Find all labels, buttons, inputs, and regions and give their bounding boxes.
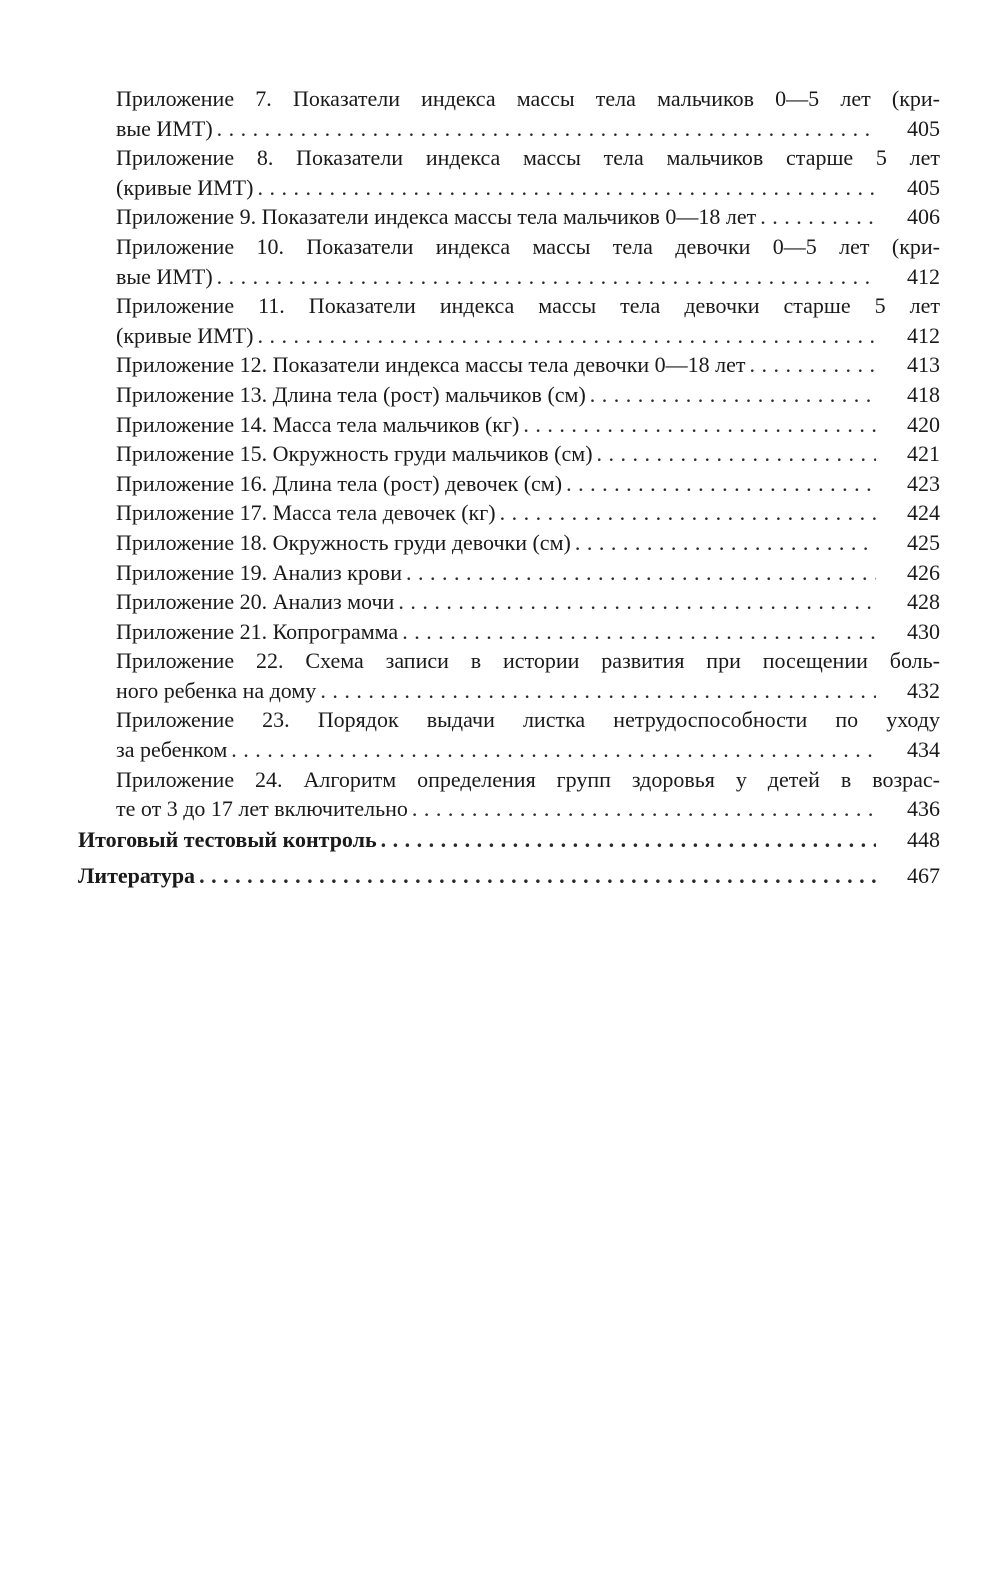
toc-entry-title: Приложение 20. Анализ мочи [116, 589, 395, 615]
dot-leader [412, 794, 876, 824]
dot-leader [575, 528, 876, 558]
page-number: 426 [907, 559, 940, 585]
dot-leader [398, 587, 876, 617]
dot-leader [402, 617, 876, 647]
toc-entry-appendix-20 [78, 587, 940, 617]
toc-entry-title: Приложение 19. Анализ крови [116, 559, 402, 585]
page-number: 467 [907, 863, 940, 889]
toc-entry-appendix-19 [78, 558, 940, 588]
toc-entry-literature [78, 861, 940, 891]
toc-entry-title: Приложение 13. Длина тела (рост) мальчиков (см) [116, 381, 586, 407]
dot-leader [597, 439, 876, 469]
toc-entry-title: Приложение 18. Окружность груди девочки (см) [116, 529, 571, 555]
page-number: 405 [907, 174, 940, 200]
toc-entry-appendix-13 [78, 380, 940, 410]
toc-entry-appendix-12 [78, 350, 940, 380]
toc-entry-title-line: Приложение 7. Показатели индекса массы тела мальчиков 0—5 лет (кри- [116, 86, 940, 111]
toc-entry-title-line: Приложение 8. Показатели индекса массы тела мальчиков старше 5 лет [116, 145, 940, 171]
toc-entry-appendix-22 [78, 646, 940, 705]
toc-entry-appendix-15 [78, 439, 940, 469]
toc-entry-title-line: Приложение 10. Показатели индекса массы тела девочки 0—5 лет (кри- [116, 233, 940, 259]
page-number: 432 [907, 677, 940, 703]
dot-leader [320, 676, 876, 706]
dot-leader [217, 262, 876, 292]
dot-leader [381, 825, 876, 855]
toc-entry-appendix-14 [78, 410, 940, 440]
toc-entry-title-line: Приложение 23. Порядок выдачи листка нетрудоспособности по уходу [116, 707, 940, 733]
table-of-contents [78, 84, 940, 891]
page-number: 420 [907, 411, 940, 437]
toc-entry-title: Приложение 12. Показатели индекса массы тела девочки 0—18 лет [116, 352, 746, 378]
page-number: 430 [907, 618, 940, 644]
toc-entry-title: Приложение 15. Окружность груди мальчиков (см) [116, 441, 593, 467]
page-number: 434 [907, 737, 940, 763]
page-number: 424 [907, 500, 940, 526]
dot-leader [257, 321, 876, 351]
toc-entry-appendix-16 [78, 469, 940, 499]
dot-leader [750, 350, 876, 380]
page-number: 413 [907, 352, 940, 378]
dot-leader [760, 202, 876, 232]
toc-entry-title-line: Приложение 22. Схема записи в истории развития при посещении боль- [116, 648, 940, 674]
toc-entry-appendix-7 [78, 84, 940, 143]
page-number: 436 [907, 796, 940, 822]
toc-entry-title: вые ИМТ) [116, 115, 213, 141]
toc-entry-title: Приложение 16. Длина тела (рост) девочек (см) [116, 470, 563, 496]
page-number: 412 [907, 263, 940, 289]
dot-leader [590, 380, 876, 410]
page-number: 425 [907, 529, 940, 555]
toc-entry-appendix-21 [78, 617, 940, 647]
toc-entry-title-line: Приложение 11. Показатели индекса массы тела девочки старше 5 лет [116, 293, 940, 319]
toc-entry-appendix-8 [78, 143, 940, 202]
toc-entry-title: те от 3 до 17 лет включительно [116, 796, 408, 822]
page-number: 405 [907, 115, 940, 141]
dot-leader [523, 410, 876, 440]
toc-entry-title: вые ИМТ) [116, 263, 213, 289]
dot-leader [231, 735, 876, 765]
toc-entry-title: Литература [78, 863, 196, 889]
toc-entry-title: Приложение 21. Копрограмма [116, 618, 399, 644]
toc-entry-title: Приложение 9. Показатели индекса массы тела мальчиков 0—18 лет [116, 204, 757, 230]
dot-leader [500, 498, 876, 528]
toc-entry-appendix-17 [78, 498, 940, 528]
toc-entry-title: ного ребенка на дому [116, 677, 317, 703]
toc-entry-title: Приложение 17. Масса тела девочек (кг) [116, 500, 496, 526]
page-number: 418 [907, 381, 940, 407]
page-number: 423 [907, 470, 940, 496]
dot-leader [406, 558, 876, 588]
page-number: 412 [907, 322, 940, 348]
toc-entry-appendix-11 [78, 291, 940, 350]
toc-entry-title-line: Приложение 24. Алгоритм определения групп здоровья у детей в возрас- [116, 766, 940, 792]
toc-entry-appendix-10 [78, 232, 940, 291]
page-number: 448 [907, 826, 940, 852]
toc-entry-title: за ребенком [116, 737, 228, 763]
page-number: 406 [907, 204, 940, 230]
toc-entry-appendix-23 [78, 705, 940, 764]
toc-entry-title: (кривые ИМТ) [116, 174, 254, 200]
page-number: 421 [907, 441, 940, 467]
toc-entry-appendix-18 [78, 528, 940, 558]
dot-leader [566, 469, 876, 499]
toc-entry-title: Приложение 14. Масса тела мальчиков (кг) [116, 411, 520, 437]
toc-entry-appendix-24 [78, 765, 940, 824]
dot-leader [257, 173, 876, 203]
page-number: 428 [907, 589, 940, 615]
dot-leader [217, 114, 876, 144]
toc-entry-final-test [78, 825, 940, 855]
toc-entry-title: (кривые ИМТ) [116, 322, 254, 348]
toc-entry-appendix-9 [78, 202, 940, 232]
toc-entry-title: Итоговый тестовый контроль [78, 826, 377, 852]
dot-leader [199, 861, 876, 891]
